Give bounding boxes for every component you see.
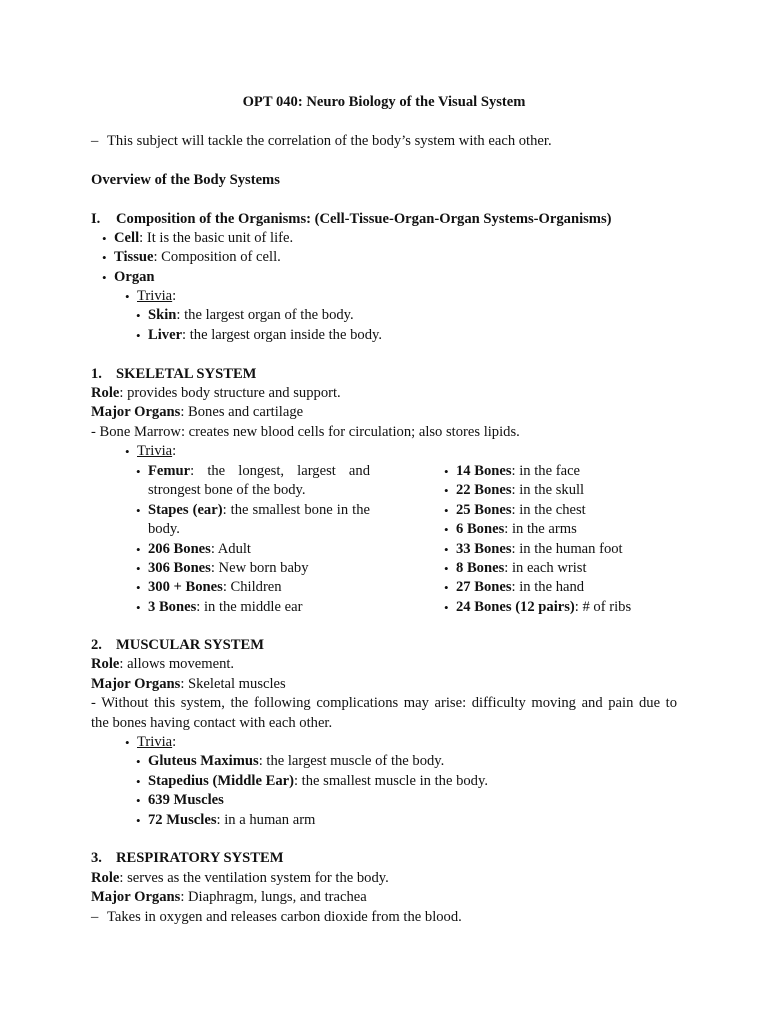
desc: : in the human foot: [511, 541, 623, 557]
dash-marker: –: [91, 133, 99, 149]
list-item: [148, 791, 224, 810]
list-item: [456, 578, 584, 597]
list-item: [456, 462, 580, 481]
desc: : in the face: [511, 463, 581, 479]
term: Skin: [148, 307, 177, 323]
desc: : in the skull: [511, 482, 585, 498]
role-label: Role: [91, 656, 120, 672]
respiratory-note: [91, 908, 462, 927]
document-title: OPT 040: Neuro Biology of the Visual System: [242, 94, 526, 110]
role-label: Role: [91, 870, 120, 886]
desc: : in the middle ear: [196, 599, 303, 615]
dash-marker: –: [91, 909, 99, 925]
trivia-label-item: [137, 442, 176, 461]
list-item: [148, 578, 282, 597]
section-heading-text: MUSCULAR SYSTEM: [116, 637, 264, 653]
trivia-label: Trivia: [137, 734, 173, 750]
list-item: [114, 229, 293, 248]
term: 22 Bones: [456, 482, 512, 498]
list-item: [456, 540, 623, 559]
section-number: 1.: [91, 366, 102, 382]
composition-heading: [91, 210, 612, 229]
desc: : in a human arm: [216, 812, 316, 828]
intro-text: This subject will tackle the correlation of the body’s system with each other.: [107, 133, 552, 149]
trivia-colon: :: [172, 288, 177, 304]
organs-text: : Diaphragm, lungs, and trachea: [180, 889, 367, 905]
list-item: [456, 481, 584, 500]
desc: : Children: [222, 579, 282, 595]
term: Tissue: [114, 249, 154, 265]
role-text: : serves as the ventilation system for the body.: [119, 870, 389, 886]
term: 6 Bones: [456, 521, 505, 537]
list-item: [456, 559, 587, 578]
term: Femur: [148, 463, 191, 479]
overview-heading: Overview of the Body Systems: [91, 172, 280, 188]
muscular-role: [91, 655, 234, 674]
section-numeral: I.: [91, 211, 101, 227]
respiratory-role: [91, 869, 389, 888]
desc: : in the hand: [511, 579, 585, 595]
desc: : in the arms: [504, 521, 577, 537]
desc: : the smallest bone in the body.: [148, 502, 370, 538]
term: 206 Bones: [148, 541, 211, 557]
section-heading-text: RESPIRATORY SYSTEM: [116, 850, 284, 866]
desc: : Adult: [210, 541, 251, 557]
desc: : It is the basic unit of life.: [139, 230, 294, 246]
term: Stapes (ear): [148, 502, 223, 518]
muscular-note-line1: - Without this system, the following complications may arise: difficulty moving and pain due to: [91, 695, 677, 711]
respiratory-heading: [91, 849, 284, 868]
desc: : Composition of cell.: [153, 249, 281, 265]
list-item: [148, 752, 444, 771]
organs-label: Major Organs: [91, 404, 181, 420]
section-heading-text: Composition of the Organisms: (Cell-Tissue-Organ-Organ Systems-Organisms): [116, 211, 612, 227]
term: 14 Bones: [456, 463, 512, 479]
term: 8 Bones: [456, 560, 505, 576]
respiratory-note-text: Takes in oxygen and releases carbon dioxide from the blood.: [107, 909, 462, 925]
list-item: [148, 306, 354, 325]
list-item: [148, 772, 488, 791]
desc: : the largest muscle of the body.: [258, 753, 445, 769]
intro-line: [91, 132, 552, 151]
term: 3 Bones: [148, 599, 197, 615]
muscular-note-line2: the bones having contact with each other.: [91, 715, 333, 731]
term: Liver: [148, 327, 183, 343]
list-item: [456, 598, 631, 617]
term: Gluteus Maximus: [148, 753, 259, 769]
list-item: [456, 501, 586, 520]
term: 24 Bones (12 pairs): [456, 599, 575, 615]
trivia-label-item: [137, 733, 176, 752]
term: 300 + Bones: [148, 579, 223, 595]
skeletal-organs: [91, 403, 303, 422]
desc: : the largest organ of the body.: [176, 307, 354, 323]
term: Cell: [114, 230, 140, 246]
desc: : in the chest: [511, 502, 586, 518]
respiratory-organs: [91, 888, 367, 907]
list-item: [148, 811, 315, 830]
term: 33 Bones: [456, 541, 512, 557]
role-text: : allows movement.: [119, 656, 235, 672]
term: 27 Bones: [456, 579, 512, 595]
term: Stapedius (Middle Ear): [148, 773, 294, 789]
list-item: [148, 326, 382, 345]
organs-label: Major Organs: [91, 676, 181, 692]
organs-label: Major Organs: [91, 889, 181, 905]
term: 72 Muscles: [148, 812, 217, 828]
list-item: [148, 559, 309, 578]
trivia-label: Trivia: [137, 288, 173, 304]
desc: : the longest, largest and strongest bone of the body.: [148, 463, 370, 499]
trivia-colon: :: [172, 443, 177, 459]
section-number: 3.: [91, 850, 102, 866]
desc: : the smallest muscle in the body.: [293, 773, 488, 789]
list-item: [148, 598, 302, 617]
section-number: 2.: [91, 637, 102, 653]
list-item: [148, 540, 251, 559]
skeletal-heading: [91, 365, 256, 384]
muscular-organs: [91, 675, 286, 694]
desc: : in each wrist: [504, 560, 587, 576]
role-label: Role: [91, 385, 120, 401]
trivia-colon: :: [172, 734, 177, 750]
organs-text: : Bones and cartilage: [180, 404, 304, 420]
list-item: [148, 462, 370, 501]
list-item: [148, 501, 370, 540]
role-text: : provides body structure and support.: [119, 385, 341, 401]
list-item: [114, 248, 281, 267]
desc: : New born baby: [210, 560, 309, 576]
section-heading-text: SKELETAL SYSTEM: [116, 366, 257, 382]
term: 25 Bones: [456, 502, 512, 518]
list-item: [456, 520, 577, 539]
term: 639 Muscles: [148, 792, 224, 808]
term: Organ: [114, 269, 155, 285]
desc: : the largest organ inside the body.: [182, 327, 382, 343]
trivia-label-item: [137, 287, 176, 306]
trivia-label: Trivia: [137, 443, 173, 459]
muscular-heading: [91, 636, 264, 655]
organs-text: : Skeletal muscles: [180, 676, 286, 692]
skeletal-role: [91, 384, 341, 403]
skeletal-note: - Bone Marrow: creates new blood cells for circulation; also stores lipids.: [91, 424, 520, 440]
list-item: [114, 268, 155, 287]
desc: : # of ribs: [574, 599, 632, 615]
term: 306 Bones: [148, 560, 211, 576]
